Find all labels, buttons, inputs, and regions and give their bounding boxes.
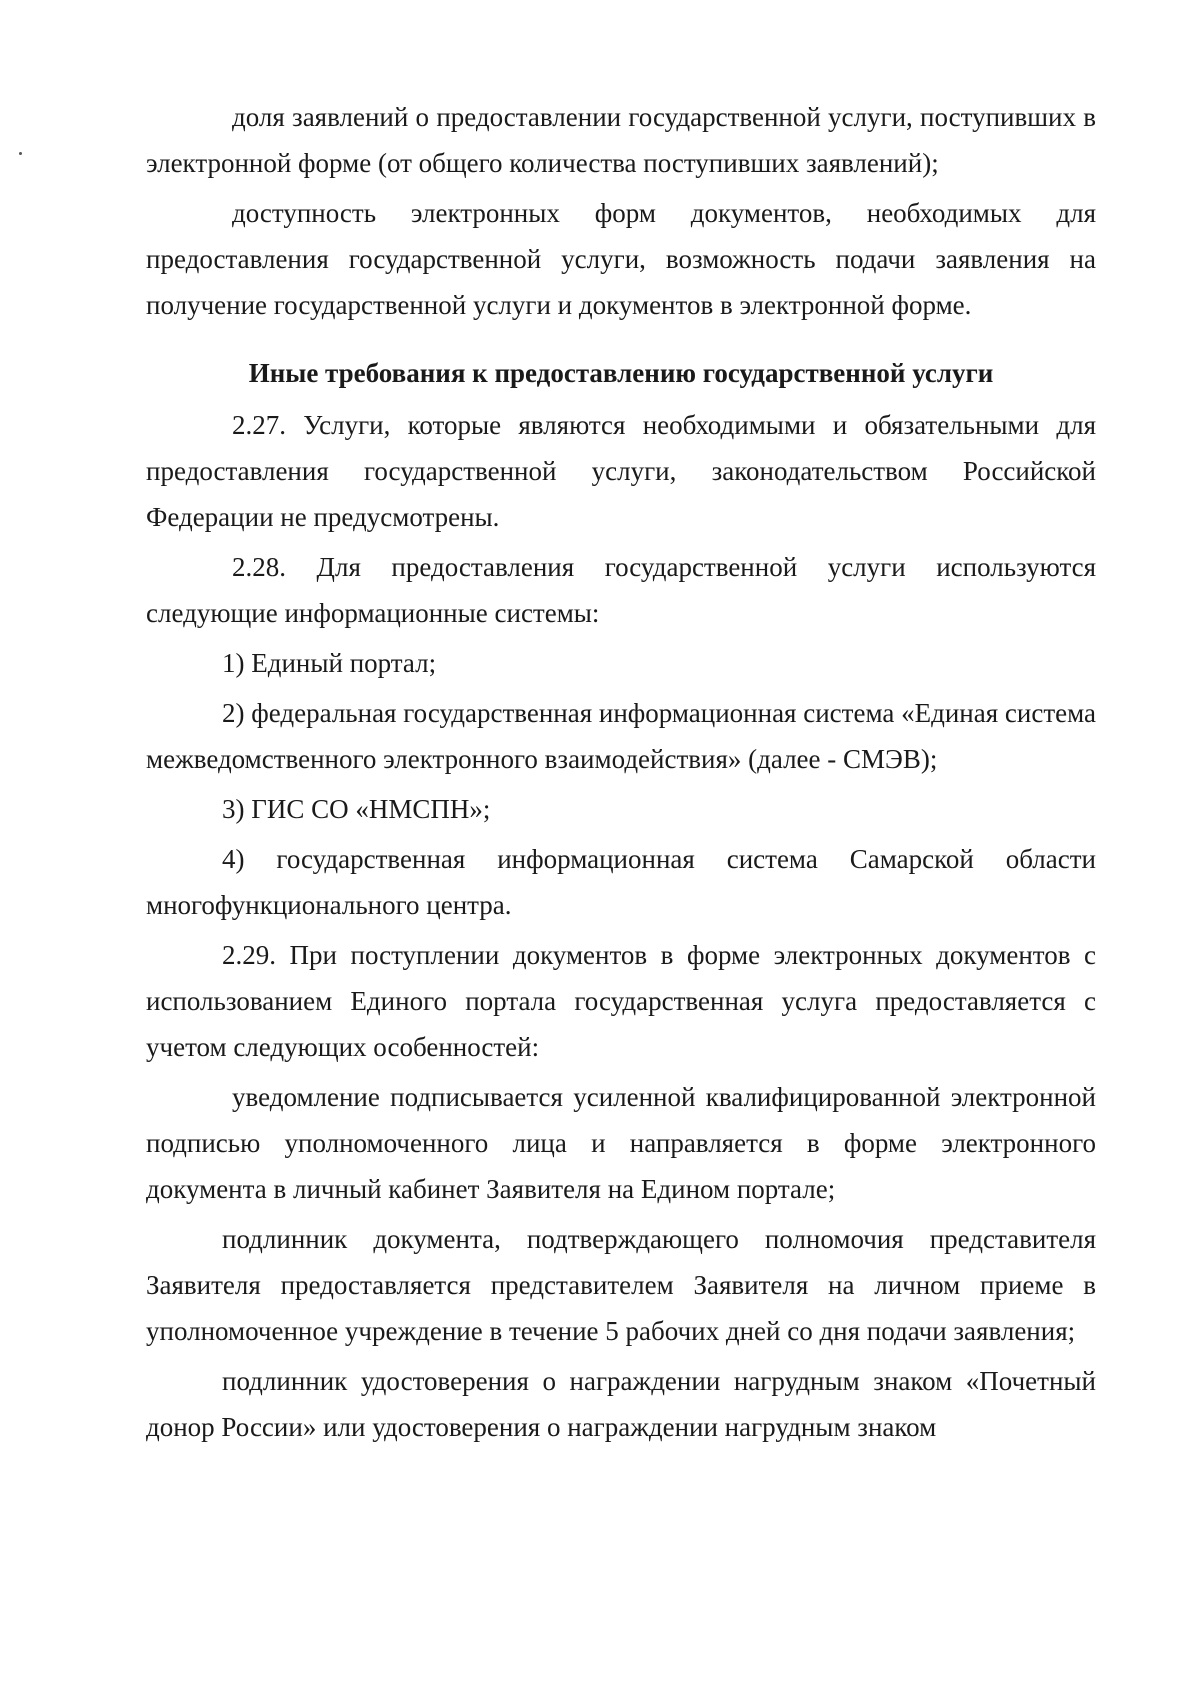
list-item-1: 1) Единый портал; [222, 648, 437, 678]
list-item-2: 2) федеральная государственная информационная система «Единая система межведомственного электронного взаимодействия» (далее - СМЭВ); [146, 698, 1096, 774]
paragraph-power-of-attorney: подлинник документа, подтверждающего полномочия представителя Заявителя предоставляется представителем Заявителя на личном приеме в уполномоченное учреждение в течение 5 рабочих дней со дня подачи заявления; [146, 1224, 1096, 1346]
list-item-4: 4) государственная информационная система Самарской области многофункционального центра. [146, 844, 1096, 920]
paragraph-2-29: 2.29. При поступлении документов в форме электронных документов с использованием Единого портала государственная услуга предоставляется с учетом следующих особенностей: [146, 940, 1096, 1062]
section-heading: Иные требования к предоставлению государственной услуги [248, 358, 994, 388]
document-text-block [146, 94, 1096, 1454]
paragraph-2-27: 2.27. Услуги, которые являются необходимыми и обязательными для предоставления государственной услуги, законодательством Российской Федерации не предусмотрены. [146, 410, 1096, 532]
list-item-3: 3) ГИС СО «НМСПН»; [222, 794, 491, 824]
scan-artifact-dot [19, 152, 22, 155]
paragraph-share-of-applications: доля заявлений о предоставлении государственной услуги, поступивших в электронной форме (от общего количества поступивших заявлений); [146, 102, 1096, 178]
paragraph-donor-certificate: подлинник удостоверения о награждении нагрудным знаком «Почетный донор России» или удостоверения о награждении нагрудным знаком [146, 1366, 1096, 1442]
paragraph-availability-of-forms: доступность электронных форм документов, необходимых для предоставления государственной услуги, возможность подачи заявления на получение государственной услуги и документов в электронной форме. [146, 198, 1096, 320]
paragraph-notification: уведомление подписывается усиленной квалифицированной электронной подписью уполномоченного лица и направляется в форме электронного документа в личный кабинет Заявителя на Едином портале; [146, 1082, 1096, 1204]
paragraph-2-28: 2.28. Для предоставления государственной услуги используются следующие информационные системы: [146, 552, 1096, 628]
